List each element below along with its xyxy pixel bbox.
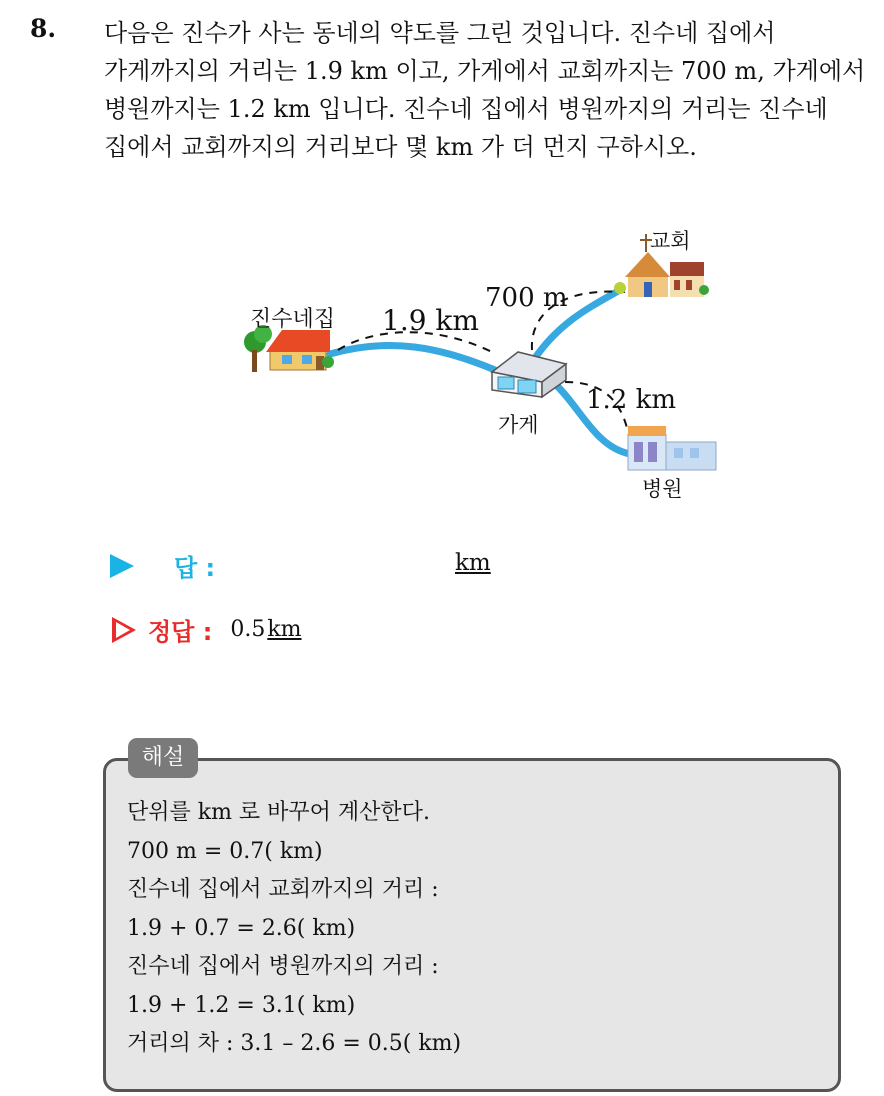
explanation-line: 1.9 + 1.2 = 3.1( km) bbox=[127, 992, 356, 1018]
hospital-icon bbox=[628, 426, 716, 470]
explanation-line: 진수네 집에서 교회까지의 거리 : bbox=[127, 877, 439, 902]
explanation-line: 1.9 + 0.7 = 2.6( km) bbox=[127, 915, 356, 941]
roads bbox=[330, 290, 630, 454]
question-text bbox=[104, 14, 864, 166]
home-label: 진수네집 bbox=[250, 307, 336, 332]
road-home-store bbox=[330, 345, 495, 370]
question-line: 다음은 진수가 사는 동네의 약도를 그린 것입니다. 진수네 집에서 bbox=[104, 19, 776, 47]
answer-unit: km bbox=[455, 550, 491, 576]
correct-answer-unit: km bbox=[267, 617, 302, 642]
distance-store-church: 700 m bbox=[485, 283, 568, 313]
store-label: 가게 bbox=[498, 413, 539, 437]
explanation-line: 700 m = 0.7( km) bbox=[127, 838, 323, 864]
store-icon bbox=[492, 352, 566, 397]
explanation-line: 단위를 km 로 바꾸어 계산한다. bbox=[127, 800, 430, 825]
correct-answer-row bbox=[112, 612, 302, 647]
question-number: 8. bbox=[30, 14, 57, 43]
distance-home-store: 1.9 km bbox=[382, 304, 479, 337]
answer-row bbox=[110, 548, 215, 583]
neighborhood-map bbox=[230, 222, 730, 512]
explanation-tag: 해설 bbox=[128, 738, 198, 778]
house-icon bbox=[244, 325, 334, 372]
explanation-text bbox=[127, 794, 461, 1064]
correct-answer-value: 0.5 bbox=[230, 617, 266, 642]
church-label: 교회 bbox=[650, 229, 691, 253]
correct-answer-label: 정답 : bbox=[148, 618, 213, 646]
answer-label: 답 : bbox=[174, 554, 216, 582]
explanation-line: 거리의 차 : 3.1 – 2.6 = 0.5( km) bbox=[127, 1031, 462, 1056]
play-arrow-icon bbox=[110, 554, 134, 578]
outline-arrow-icon bbox=[112, 617, 136, 643]
distance-store-hospital: 1.2 km bbox=[586, 385, 677, 415]
question-line: 집에서 교회까지의 거리보다 몇 km 가 더 먼지 구하시오. bbox=[104, 133, 697, 161]
hospital-label: 병원 bbox=[642, 477, 683, 501]
question-line: 병원까지는 1.2 km 입니다. 진수네 집에서 병원까지의 거리는 진수네 bbox=[104, 95, 828, 123]
explanation-line: 진수네 집에서 병원까지의 거리 : bbox=[127, 954, 439, 979]
question-line: 가게까지의 거리는 1.9 km 이고, 가게에서 교회까지는 700 m, 가게에서 bbox=[104, 57, 866, 85]
